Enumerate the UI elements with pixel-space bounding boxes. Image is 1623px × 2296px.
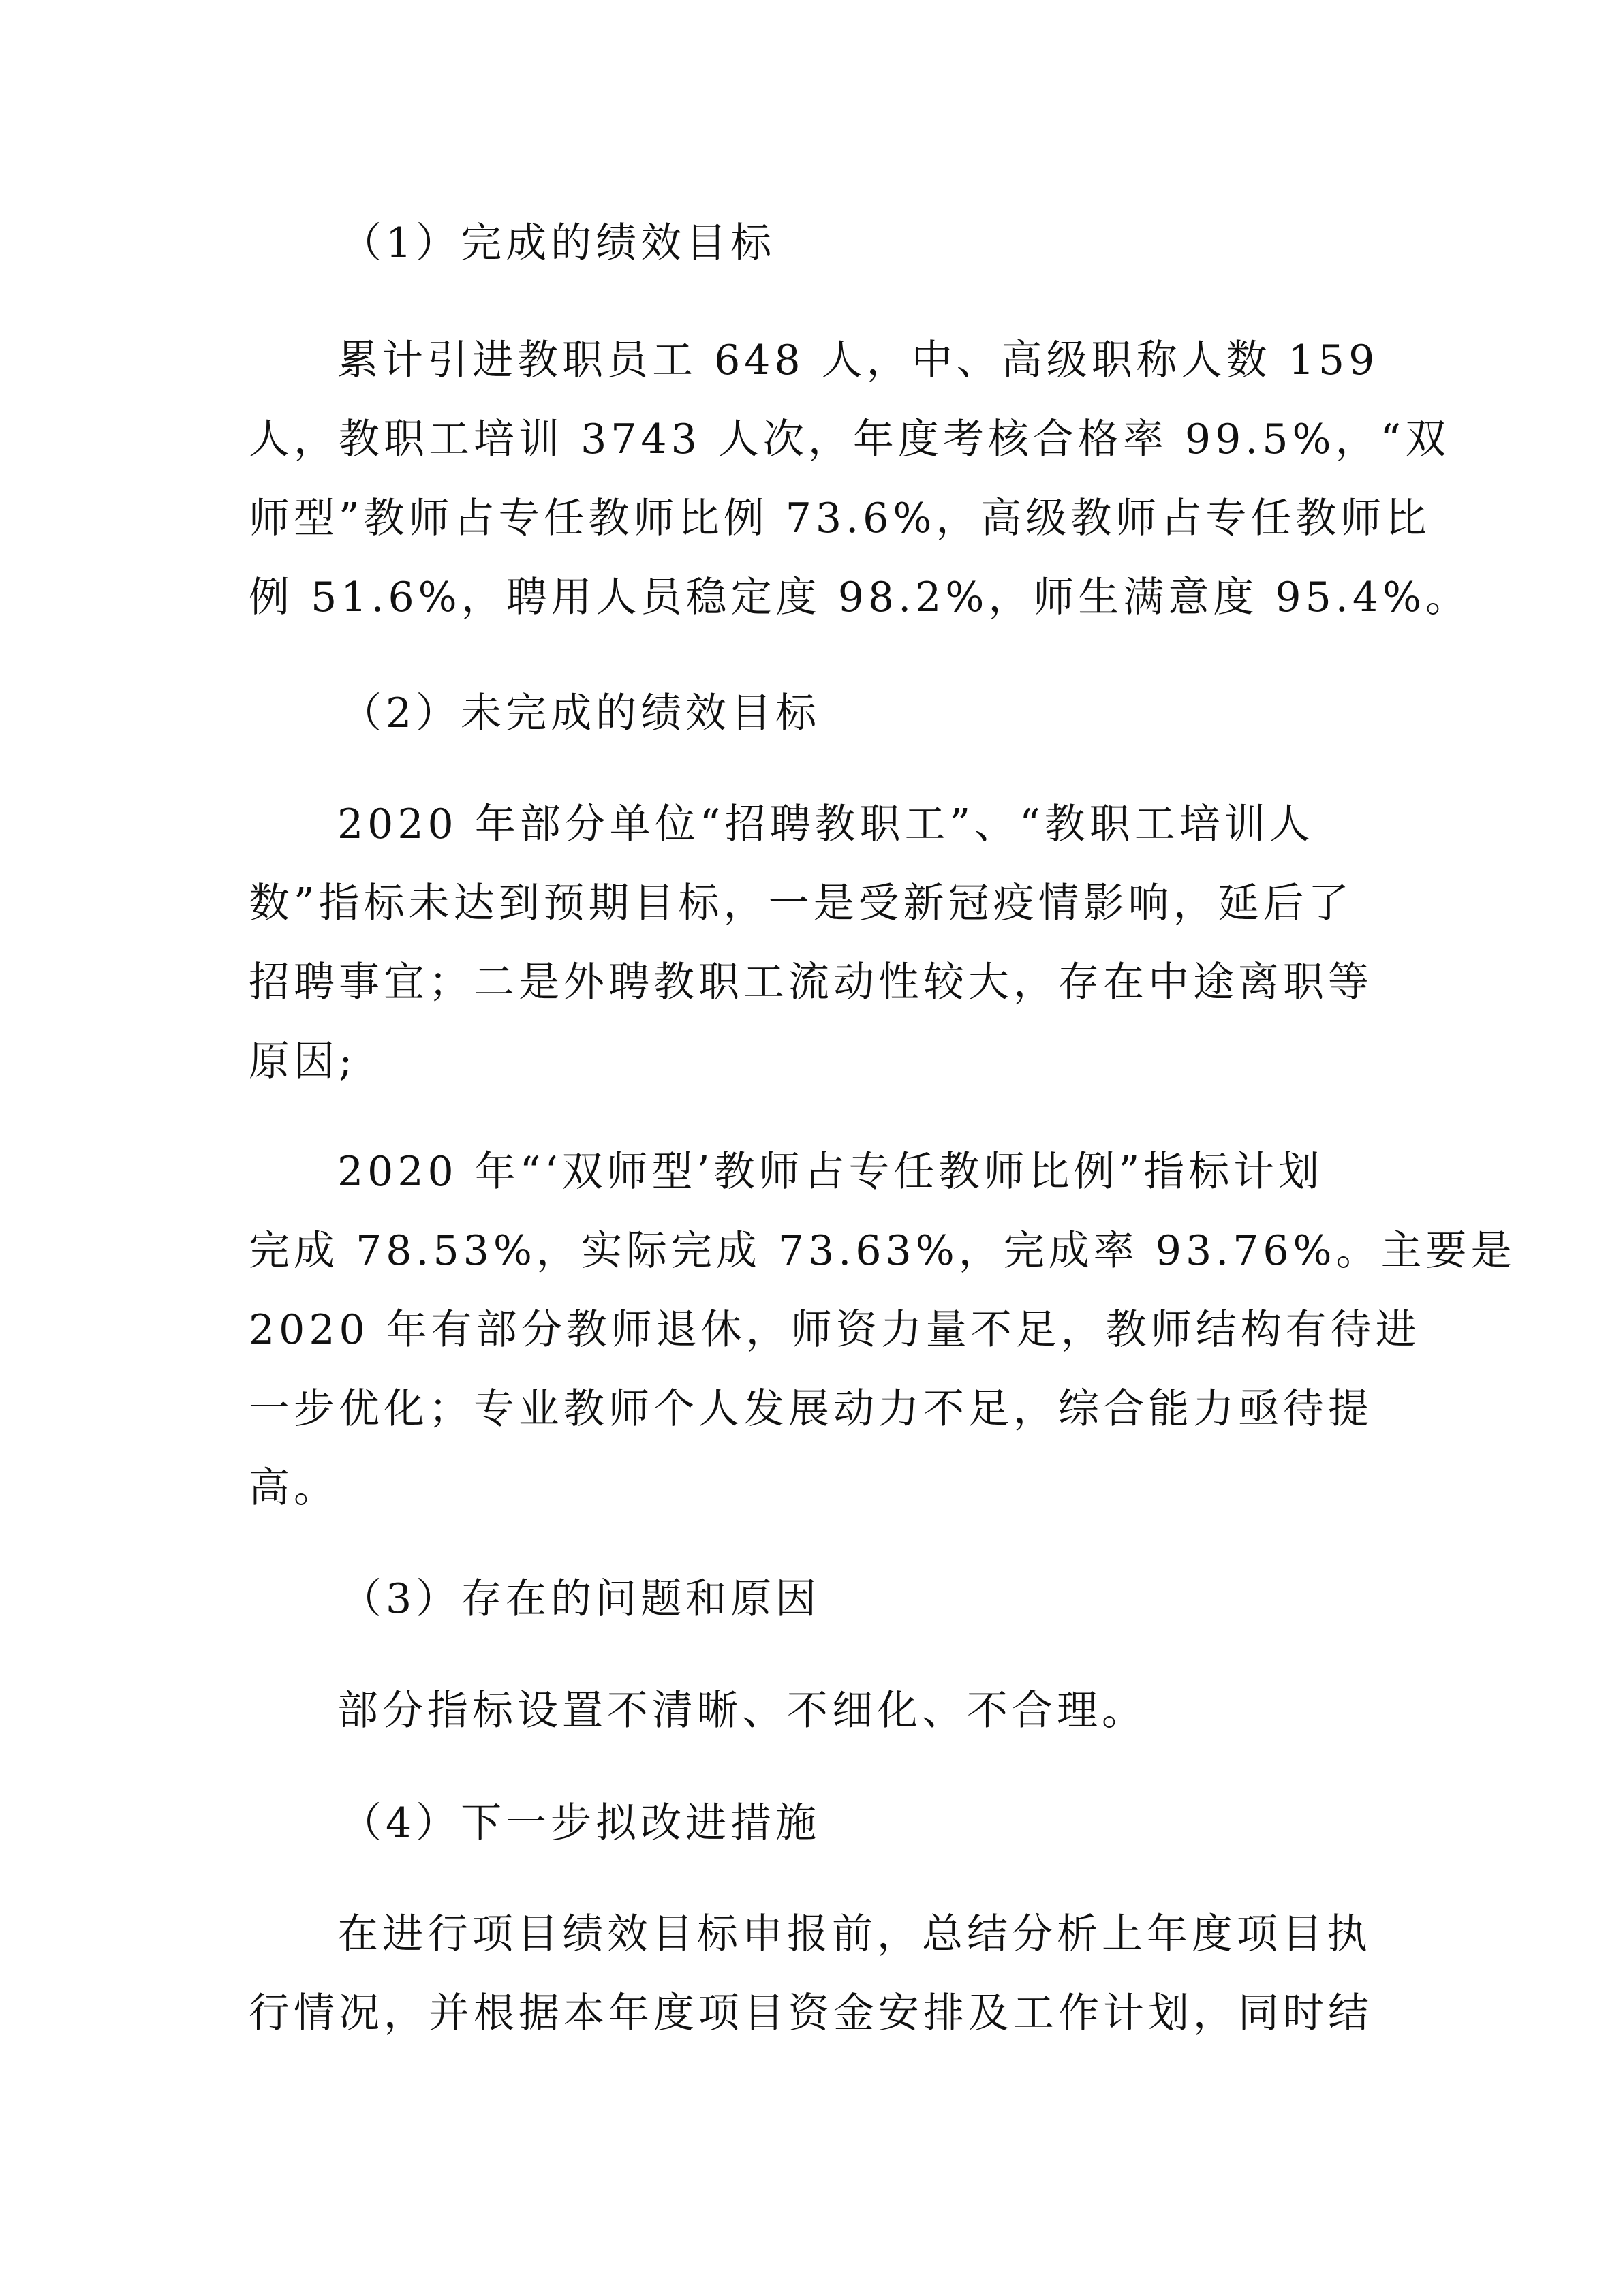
section-heading-completed-goals: （1）完成的绩效目标 [341, 219, 776, 267]
paragraph-line: 数”指标未达到预期目标，一是受新冠疫情影响，延后了 [249, 880, 1353, 927]
paragraph-line: 完成 78.53%，实际完成 73.63%，完成率 93.76%。主要是 [249, 1227, 1516, 1275]
paragraph-line: 师型”教师占专任教师比例 73.6%，高级教师占专任教师比 [249, 495, 1431, 542]
paragraph-line: 在进行项目绩效目标申报前，总结分析上年度项目执 [337, 1910, 1372, 1958]
paragraph-line: 例 51.6%，聘用人员稳定度 98.2%，师生满意度 95.4%。 [249, 574, 1471, 621]
paragraph-line: 2020 年有部分教师退休，师资力量不足，教师结构有待进 [249, 1306, 1421, 1354]
paragraph-line: 原因; [249, 1038, 357, 1085]
paragraph-line: 高。 [249, 1464, 339, 1512]
paragraph-line: 一步优化；专业教师个人发展动力不足，综合能力亟待提 [249, 1385, 1373, 1433]
section-heading-next-steps: （4）下一步拟改进措施 [341, 1799, 821, 1847]
paragraph-line: 累计引进教职员工 648 人，中、高级职称人数 159 [337, 337, 1379, 384]
paragraph-line: 人，教职工培训 3743 人次，年度考核合格率 99.5%，“双 [249, 416, 1451, 463]
section-heading-uncompleted-goals: （2）未完成的绩效目标 [341, 689, 821, 737]
paragraph-line: 部分指标设置不清晰、不细化、不合理。 [337, 1687, 1147, 1735]
paragraph-line: 行情况，并根据本年度项目资金安排及工作计划，同时结 [249, 1989, 1373, 2037]
paragraph-line: 2020 年“‘双师型’教师占专任教师比例”指标计划 [337, 1148, 1324, 1196]
paragraph-line: 2020 年部分单位“招聘教职工”、“教职工培训人 [337, 801, 1314, 848]
section-heading-problems-and-causes: （3）存在的问题和原因 [341, 1575, 821, 1623]
paragraph-line: 招聘事宜；二是外聘教职工流动性较大，存在中途离职等 [249, 959, 1373, 1006]
